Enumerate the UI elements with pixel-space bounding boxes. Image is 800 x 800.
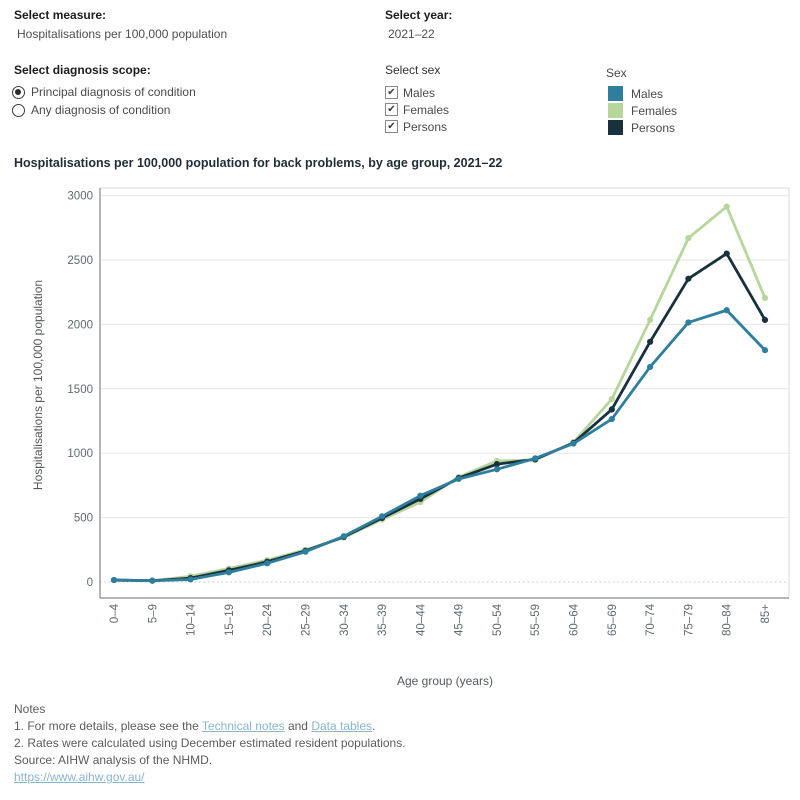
notes-line-1	[14, 718, 774, 735]
data-point[interactable]	[264, 560, 270, 566]
checkbox-row-males[interactable]	[385, 84, 435, 101]
legend-swatch-persons[interactable]	[608, 120, 623, 135]
series-line[interactable]	[114, 254, 765, 581]
chart-title: Hospitalisations per 100,000 population for back problems, by age group, 2021–22	[14, 156, 503, 170]
data-point[interactable]	[685, 319, 691, 325]
radio-principal-label: Principal diagnosis of condition	[31, 85, 196, 99]
select-measure-label: Select measure:	[14, 8, 107, 22]
checkbox-males-label: Males	[403, 85, 436, 100]
radio-principal-diagnosis[interactable]	[12, 84, 196, 100]
y-axis-title: Hospitalisations per 100,000 population	[31, 279, 45, 491]
radio-button-icon[interactable]	[12, 104, 25, 117]
x-tick-label: 45–49	[453, 604, 466, 636]
checkbox-row-females[interactable]	[385, 101, 449, 118]
y-tick-label: 500	[73, 512, 93, 525]
x-tick-label: 30–34	[338, 604, 351, 636]
data-point[interactable]	[724, 203, 730, 209]
data-point[interactable]	[647, 339, 653, 345]
data-point[interactable]	[570, 440, 576, 446]
data-point[interactable]	[456, 476, 462, 482]
x-axis-title: Age group (years)	[396, 674, 494, 688]
legend-label-persons: Persons	[631, 120, 676, 135]
data-point[interactable]	[494, 466, 500, 472]
series-line[interactable]	[114, 207, 765, 581]
data-point[interactable]	[762, 295, 768, 301]
data-point[interactable]	[149, 578, 155, 584]
data-point[interactable]	[762, 317, 768, 323]
data-point[interactable]	[647, 364, 653, 370]
technical-notes-link[interactable]: Technical notes	[201, 719, 285, 733]
data-point[interactable]	[762, 347, 768, 353]
data-tables-link[interactable]: Data tables	[311, 719, 373, 733]
aihw-url-link[interactable]: https://www.aihw.gov.au/	[14, 770, 145, 784]
y-tick-label: 0	[86, 577, 93, 589]
legend-label-females: Females	[631, 103, 678, 118]
data-point[interactable]	[647, 317, 653, 323]
notes-source: Source: AIHW analysis of the NHMD.	[14, 753, 213, 767]
radio-any-label: Any diagnosis of condition	[31, 103, 171, 117]
data-point[interactable]	[111, 577, 117, 583]
series-persons[interactable]	[111, 250, 768, 583]
checkbox-females-label: Females	[403, 102, 450, 117]
data-point[interactable]	[609, 406, 615, 412]
x-tick-label: 40–44	[415, 604, 428, 636]
data-point[interactable]	[724, 307, 730, 313]
select-sex-label: Select sex	[385, 63, 441, 77]
data-point[interactable]	[187, 576, 193, 582]
legend-item-persons[interactable]	[608, 119, 675, 136]
series-males[interactable]	[111, 307, 768, 584]
y-tick-label: 1500	[67, 383, 93, 396]
data-point[interactable]	[532, 455, 538, 461]
x-tick-label: 55–59	[530, 604, 543, 636]
x-tick-label: 35–39	[377, 604, 390, 636]
x-tick-label: 70–74	[645, 604, 658, 636]
x-tick-label: 80–84	[721, 604, 734, 636]
legend-swatch-females[interactable]	[608, 103, 623, 118]
line-chart-canvas[interactable]	[0, 180, 800, 680]
data-point[interactable]	[609, 396, 615, 402]
legend-title: Sex	[606, 66, 627, 80]
notes-line1-prefix: 1. For more details, please see the	[14, 719, 202, 733]
notes-block	[14, 701, 774, 786]
notes-line-2: 2. Rates were calculated using December estimated resident populations.	[14, 736, 406, 750]
x-tick-label: 0–4	[109, 604, 121, 624]
radio-button-icon[interactable]	[12, 86, 25, 99]
x-tick-label: 85+	[760, 604, 772, 624]
x-tick-label: 25–29	[300, 604, 313, 636]
y-tick-label: 3000	[67, 190, 93, 203]
notes-line1-middle: and	[284, 719, 312, 733]
legend-item-males[interactable]	[608, 85, 663, 102]
checkbox-row-persons[interactable]	[385, 118, 447, 135]
checkmark-icon: ✔	[387, 86, 396, 98]
checkmark-icon: ✔	[387, 103, 396, 115]
select-year-value[interactable]: 2021–22	[388, 27, 435, 41]
y-tick-label: 2500	[67, 255, 93, 267]
data-point[interactable]	[685, 235, 691, 241]
checkbox-persons[interactable]	[385, 120, 398, 133]
data-point[interactable]	[609, 416, 615, 422]
notes-line1-suffix: .	[372, 719, 376, 733]
checkbox-males[interactable]	[385, 86, 398, 99]
legend-item-females[interactable]	[608, 102, 677, 119]
checkmark-icon: ✔	[387, 120, 396, 132]
notes-heading: Notes	[14, 702, 46, 716]
x-tick-label: 10–14	[185, 604, 198, 636]
data-point[interactable]	[226, 569, 232, 575]
data-point[interactable]	[417, 493, 423, 499]
radio-any-diagnosis[interactable]	[12, 102, 170, 118]
select-year-label: Select year:	[385, 8, 453, 22]
x-tick-label: 5–9	[147, 604, 160, 624]
x-tick-label: 60–64	[568, 604, 581, 636]
legend-label-males: Males	[631, 86, 664, 101]
y-tick-label: 1000	[67, 448, 93, 461]
select-scope-label: Select diagnosis scope:	[14, 63, 151, 77]
x-tick-label: 20–24	[262, 604, 275, 636]
data-point[interactable]	[685, 276, 691, 282]
data-point[interactable]	[341, 533, 347, 539]
checkbox-persons-label: Persons	[403, 119, 448, 134]
x-tick-label: 50–54	[491, 604, 504, 636]
data-point[interactable]	[724, 250, 730, 256]
data-point[interactable]	[302, 549, 308, 555]
series-line[interactable]	[114, 310, 765, 580]
select-measure-value[interactable]: Hospitalisations per 100,000 population	[17, 27, 228, 41]
y-tick-label: 2000	[67, 319, 93, 332]
checkbox-females[interactable]	[385, 103, 398, 116]
series-females[interactable]	[111, 203, 768, 583]
data-point[interactable]	[379, 513, 385, 519]
legend-swatch-males[interactable]	[608, 86, 623, 101]
x-tick-label: 75–79	[683, 604, 696, 636]
x-tick-label: 15–19	[223, 604, 236, 636]
x-tick-label: 65–69	[606, 604, 619, 636]
